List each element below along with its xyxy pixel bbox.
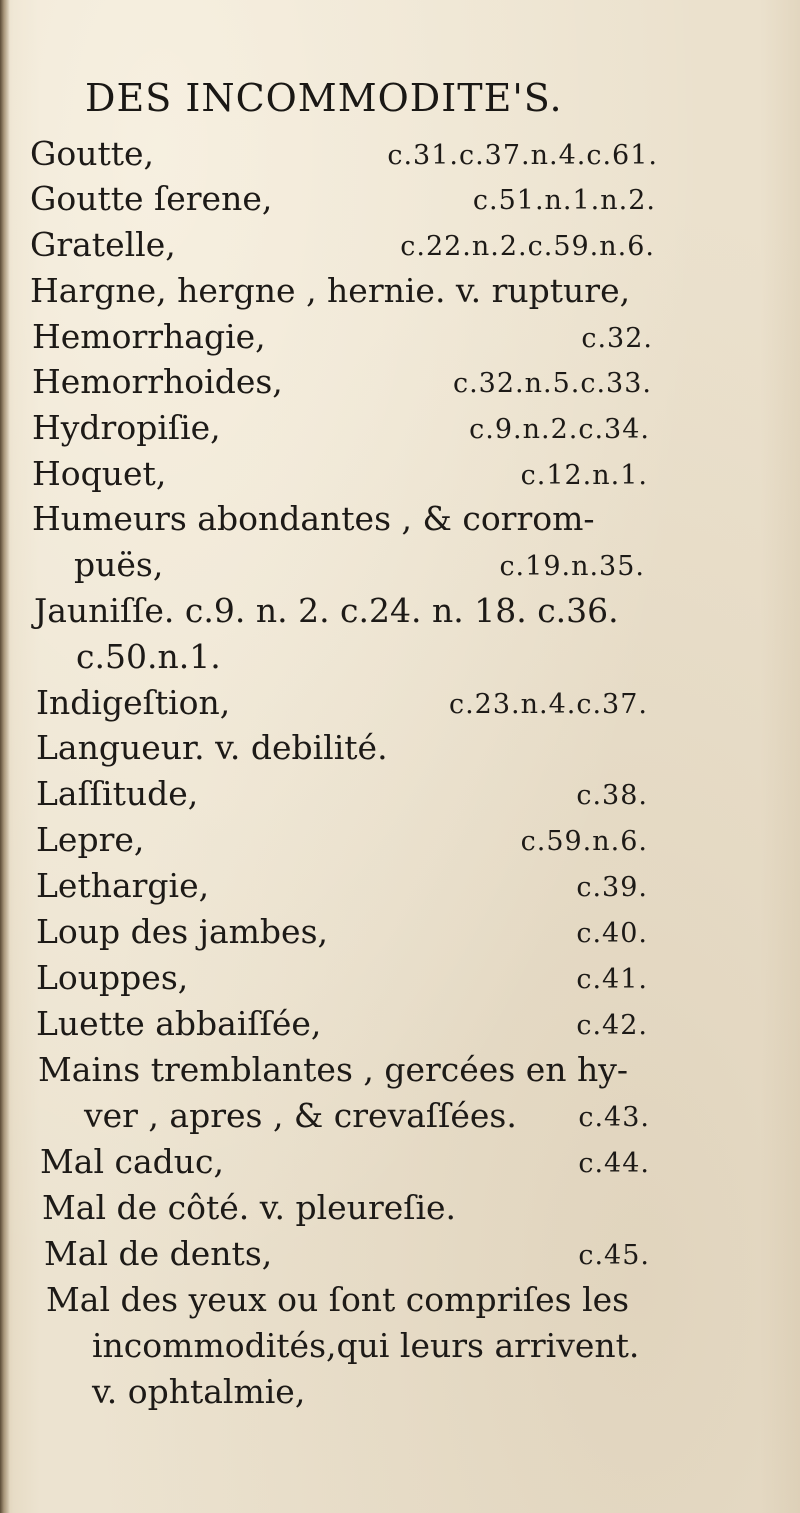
entry-term-continuation: c.50.n.1. (76, 637, 221, 676)
entry-term: Hemorrhagie, (32, 317, 266, 356)
entry-reference: c.42. (576, 1010, 648, 1041)
entry-term: Humeurs abondantes , & corrom- (32, 499, 595, 538)
entry-term: Laſſitude, (36, 774, 199, 813)
entry-term: Lethargie, (36, 866, 210, 905)
entry-term: Hemorrhoides, (32, 362, 283, 401)
entry-reference: c.51.n.1.n.2. (472, 185, 656, 216)
entry-reference: c.22.n.2.c.59.n.6. (400, 231, 655, 262)
entry-reference: c.32. (581, 323, 653, 354)
entry-term: Loup des jambes, (36, 912, 329, 951)
entry-term: Mal caduc, (40, 1142, 225, 1181)
entry-term: Hydropiſie, (32, 408, 221, 447)
entry-term: Luette abbaiſſée, (36, 1004, 322, 1043)
entry-term-continuation: v. ophtalmie, (92, 1372, 306, 1411)
entry-term: Jauniſſe. c.9. n. 2. c.24. n. 18. c.36. (34, 591, 619, 630)
running-header: DES INCOMMODITE'S. (85, 76, 563, 120)
entry-term: Lepre, (36, 820, 145, 859)
entry-term: Indigeſtion, (36, 683, 231, 722)
entry-term: Langueur. v. debilité. (36, 728, 388, 767)
entry-reference: c.31.c.37.n.4.c.61. (387, 140, 658, 171)
entry-reference: c.59.n.6. (520, 826, 648, 857)
entry-term: Mal de côté. v. pleureſie. (42, 1188, 457, 1227)
entry-term: Gratelle, (30, 225, 176, 264)
entry-term: Hargne, hergne , hernie. v. rupture, (30, 271, 631, 310)
entry-reference: c.38. (576, 780, 648, 811)
entry-reference: c.23.n.4.c.37. (448, 689, 648, 720)
entry-term: Louppes, (36, 958, 189, 997)
entry-reference: c.45. (578, 1240, 650, 1271)
entry-term-continuation: puës, (74, 545, 164, 584)
entry-term: Mains tremblantes , gercées en hy- (38, 1050, 629, 1089)
entry-reference: c.19.n.35. (499, 551, 645, 582)
entry-term-continuation: incommodités,qui leurs arrivent. (92, 1326, 640, 1365)
entry-term: Goutte, (30, 134, 155, 173)
entry-reference: c.9.n.2.c.34. (469, 414, 650, 445)
entry-term: Mal de dents, (44, 1234, 273, 1273)
entry-reference: c.43. (578, 1102, 650, 1133)
entry-reference: c.39. (576, 872, 648, 903)
entry-reference: c.12.n.1. (520, 460, 648, 491)
entry-reference: c.40. (576, 918, 648, 949)
page-binding-edge (0, 0, 10, 1513)
entry-term: Mal des yeux ou ſont compriſes les (46, 1280, 630, 1319)
entry-reference: c.41. (576, 964, 648, 995)
entry-reference: c.44. (578, 1148, 650, 1179)
entry-term: Hoquet, (32, 454, 167, 493)
entry-term-continuation: ver , apres , & crevaſſées. (84, 1096, 517, 1135)
entry-term: Goutte ſerene, (30, 179, 273, 218)
entry-reference: c.32.n.5.c.33. (452, 368, 652, 399)
